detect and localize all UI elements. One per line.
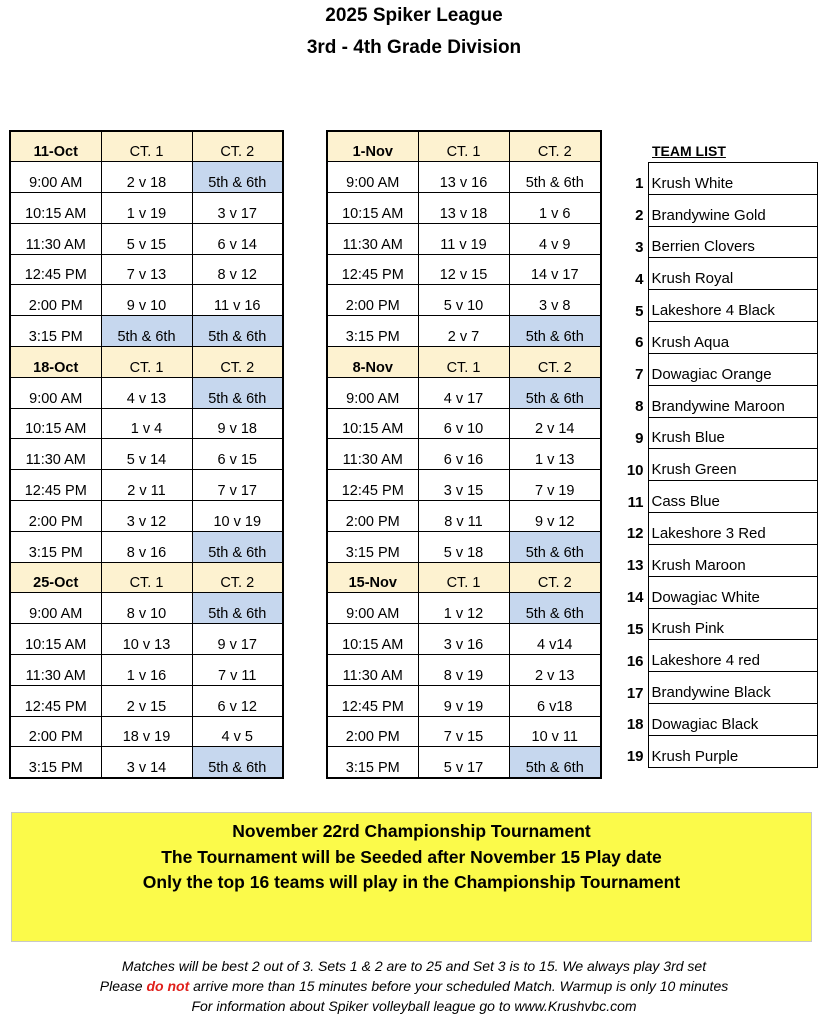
team-row (614, 576, 818, 608)
match-row (327, 593, 601, 624)
court-1-match: 5 v 15 (101, 223, 192, 254)
court-2-match: 5th & 6th (509, 531, 601, 562)
match-time: 12:45 PM (327, 685, 418, 716)
court-1-match: 7 v 15 (418, 716, 509, 747)
court-2-match: 7 v 17 (192, 470, 283, 501)
match-time: 2:00 PM (327, 501, 418, 532)
banner-line-1: November 22rd Championship Tournament (232, 821, 591, 841)
team-number: 13 (626, 557, 644, 575)
court-2-match: 1 v 6 (509, 193, 601, 224)
team-name: Lakeshore 4 Black (648, 290, 818, 322)
court-1-match: 2 v 18 (101, 162, 192, 193)
team-row (614, 704, 818, 736)
match-time: 10:15 AM (327, 624, 418, 655)
court-2-match: 7 v 19 (509, 470, 601, 501)
court-1-header: CT. 1 (418, 131, 509, 162)
schedule-table-left (9, 130, 284, 779)
court-1-match: 2 v 7 (418, 316, 509, 347)
match-row (327, 285, 601, 316)
team-name: Cass Blue (648, 481, 818, 513)
match-row (327, 223, 601, 254)
match-row (10, 624, 283, 655)
date-label: 25-Oct (10, 562, 101, 593)
court-2-match: 5th & 6th (192, 531, 283, 562)
team-number: 16 (626, 652, 644, 670)
footer-line-2-post: arrive more than 15 minutes before your scheduled Match. Warmup is only 10 minutes (189, 978, 729, 994)
team-row (614, 226, 818, 258)
court-1-match: 5 v 14 (101, 439, 192, 470)
team-name: Dowagiac White (648, 576, 818, 608)
court-2-match: 14 v 17 (509, 254, 601, 285)
court-2-match: 9 v 18 (192, 408, 283, 439)
team-name: Krush Green (648, 449, 818, 481)
match-time: 10:15 AM (10, 193, 101, 224)
court-1-match: 9 v 19 (418, 685, 509, 716)
court-2-match: 2 v 14 (509, 408, 601, 439)
match-time: 3:15 PM (327, 316, 418, 347)
court-1-match: 1 v 16 (101, 655, 192, 686)
court-2-match: 3 v 8 (509, 285, 601, 316)
match-row (10, 439, 283, 470)
footer-line-3: For information about Spiker volleyball league go to www.Krushvbc.com (191, 998, 637, 1014)
team-number: 15 (626, 620, 644, 638)
team-row (614, 353, 818, 385)
match-row (327, 531, 601, 562)
match-row (10, 716, 283, 747)
court-1-match: 4 v 13 (101, 377, 192, 408)
date-header-row (327, 562, 601, 593)
team-number: 10 (626, 461, 644, 479)
court-2-match: 5th & 6th (509, 377, 601, 408)
match-time: 3:15 PM (10, 531, 101, 562)
team-row (614, 481, 818, 513)
court-1-match: 3 v 16 (418, 624, 509, 655)
match-row (10, 655, 283, 686)
team-row (614, 672, 818, 704)
match-row (327, 439, 601, 470)
team-row (614, 513, 818, 545)
match-row (327, 716, 601, 747)
match-time: 3:15 PM (327, 531, 418, 562)
match-time: 11:30 AM (10, 223, 101, 254)
team-row (614, 417, 818, 449)
match-time: 12:45 PM (10, 685, 101, 716)
court-2-header: CT. 2 (192, 562, 283, 593)
team-number: 12 (626, 525, 644, 543)
court-1-match: 2 v 15 (101, 685, 192, 716)
match-row (10, 377, 283, 408)
page-title: 2025 Spiker League (325, 5, 503, 26)
team-name: Krush Royal (648, 258, 818, 290)
court-1-match: 6 v 16 (418, 439, 509, 470)
match-time: 2:00 PM (10, 501, 101, 532)
team-name: Brandywine Maroon (648, 385, 818, 417)
team-list-title: TEAM LIST (652, 143, 726, 159)
match-row (327, 501, 601, 532)
court-1-match: 9 v 10 (101, 285, 192, 316)
court-2-match: 9 v 12 (509, 501, 601, 532)
team-name: Berrien Clovers (648, 226, 818, 258)
team-number: 11 (627, 493, 644, 511)
team-row (614, 163, 818, 195)
team-row (614, 290, 818, 322)
court-1-header: CT. 1 (101, 131, 192, 162)
court-2-match: 5th & 6th (509, 162, 601, 193)
court-1-match: 1 v 4 (101, 408, 192, 439)
court-2-match: 2 v 13 (509, 655, 601, 686)
team-name: Krush Maroon (648, 544, 818, 576)
match-row (10, 685, 283, 716)
match-time: 11:30 AM (10, 655, 101, 686)
court-2-match: 6 v18 (509, 685, 601, 716)
court-2-match: 1 v 13 (509, 439, 601, 470)
date-header-row (327, 131, 601, 162)
court-2-header: CT. 2 (509, 562, 601, 593)
court-2-match: 5th & 6th (192, 593, 283, 624)
court-2-match: 5th & 6th (192, 377, 283, 408)
court-1-match: 5 v 17 (418, 747, 509, 778)
court-2-match: 11 v 16 (192, 285, 283, 316)
court-2-match: 7 v 11 (192, 655, 283, 686)
team-name: Krush Pink (648, 608, 818, 640)
court-2-match: 10 v 11 (509, 716, 601, 747)
match-time: 10:15 AM (327, 193, 418, 224)
team-name: Krush Purple (648, 735, 818, 767)
match-time: 3:15 PM (10, 747, 101, 778)
match-time: 2:00 PM (10, 716, 101, 747)
team-name: Krush White (648, 163, 818, 195)
match-row (327, 747, 601, 778)
match-time: 9:00 AM (327, 162, 418, 193)
banner-line-2: The Tournament will be Seeded after November 15 Play date (161, 846, 662, 867)
match-time: 3:15 PM (327, 747, 418, 778)
footer-line-2 (0, 976, 828, 996)
match-time: 12:45 PM (327, 470, 418, 501)
footer-emphasis: do not (146, 978, 190, 994)
match-time: 11:30 AM (327, 655, 418, 686)
team-number: 14 (626, 589, 644, 607)
match-row (327, 254, 601, 285)
match-row (10, 162, 283, 193)
court-2-match: 5th & 6th (509, 747, 601, 778)
team-list-table (614, 162, 818, 768)
court-1-match: 5th & 6th (101, 316, 192, 347)
team-number: 9 (635, 429, 644, 447)
team-row (614, 322, 818, 354)
court-2-match: 10 v 19 (192, 501, 283, 532)
match-row (10, 223, 283, 254)
team-name: Brandywine Black (648, 672, 818, 704)
court-1-match: 13 v 18 (418, 193, 509, 224)
court-2-header: CT. 2 (192, 347, 283, 378)
match-time: 2:00 PM (327, 716, 418, 747)
date-header-row (10, 562, 283, 593)
court-1-match: 8 v 10 (101, 593, 192, 624)
court-1-match: 11 v 19 (418, 223, 509, 254)
court-1-match: 8 v 11 (418, 501, 509, 532)
championship-banner (11, 812, 812, 942)
schedule-table-right (326, 130, 602, 779)
court-1-header: CT. 1 (418, 562, 509, 593)
court-2-match: 5th & 6th (192, 162, 283, 193)
team-name: Dowagiac Black (648, 704, 818, 736)
court-2-match: 5th & 6th (509, 316, 601, 347)
match-row (327, 162, 601, 193)
team-number: 7 (635, 366, 644, 384)
court-2-match: 5th & 6th (509, 593, 601, 624)
date-label: 1-Nov (327, 131, 418, 162)
team-row (614, 608, 818, 640)
team-name: Krush Blue (648, 417, 818, 449)
match-row (10, 316, 283, 347)
team-number: 5 (635, 302, 644, 320)
match-row (10, 501, 283, 532)
match-row (327, 377, 601, 408)
match-row (10, 408, 283, 439)
team-number: 1 (635, 175, 644, 193)
date-label: 15-Nov (327, 562, 418, 593)
court-1-match: 1 v 12 (418, 593, 509, 624)
match-row (327, 316, 601, 347)
match-time: 9:00 AM (327, 593, 418, 624)
match-row (327, 193, 601, 224)
match-time: 11:30 AM (327, 439, 418, 470)
team-name: Krush Aqua (648, 322, 818, 354)
match-row (327, 655, 601, 686)
match-time: 2:00 PM (327, 285, 418, 316)
team-row (614, 194, 818, 226)
match-row (10, 193, 283, 224)
footer-line-2-pre: Please (99, 978, 147, 994)
court-2-match: 6 v 12 (192, 685, 283, 716)
court-1-match: 2 v 11 (101, 470, 192, 501)
date-label: 8-Nov (327, 347, 418, 378)
banner-line-3: Only the top 16 teams will play in the Championship Tournament (142, 872, 681, 892)
match-time: 10:15 AM (10, 408, 101, 439)
team-number: 4 (635, 270, 644, 288)
court-1-match: 7 v 13 (101, 254, 192, 285)
court-2-header: CT. 2 (192, 131, 283, 162)
match-row (327, 624, 601, 655)
court-1-match: 12 v 15 (418, 254, 509, 285)
team-number: 17 (626, 684, 644, 702)
match-time: 9:00 AM (10, 593, 101, 624)
match-time: 9:00 AM (10, 162, 101, 193)
team-row (614, 385, 818, 417)
match-row (327, 408, 601, 439)
court-2-match: 3 v 17 (192, 193, 283, 224)
court-2-match: 4 v 5 (192, 716, 283, 747)
match-time: 12:45 PM (10, 254, 101, 285)
match-time: 10:15 AM (10, 624, 101, 655)
team-number: 3 (635, 238, 644, 256)
court-2-match: 9 v 17 (192, 624, 283, 655)
match-row (327, 685, 601, 716)
match-time: 12:45 PM (10, 470, 101, 501)
court-1-header: CT. 1 (418, 347, 509, 378)
court-2-match: 5th & 6th (192, 316, 283, 347)
match-time: 12:45 PM (327, 254, 418, 285)
court-1-match: 10 v 13 (101, 624, 192, 655)
court-2-match: 5th & 6th (192, 747, 283, 778)
court-1-match: 18 v 19 (101, 716, 192, 747)
team-row (614, 449, 818, 481)
match-time: 3:15 PM (10, 316, 101, 347)
team-row (614, 735, 818, 767)
team-number: 19 (626, 748, 644, 766)
team-row (614, 544, 818, 576)
court-2-header: CT. 2 (509, 131, 601, 162)
footer-line-1: Matches will be best 2 out of 3. Sets 1 & 2 are to 25 and Set 3 is to 15. We always play 3rd set (121, 958, 707, 974)
team-name: Lakeshore 3 Red (648, 513, 818, 545)
court-1-match: 13 v 16 (418, 162, 509, 193)
match-time: 10:15 AM (327, 408, 418, 439)
court-2-match: 4 v 9 (509, 223, 601, 254)
court-1-match: 1 v 19 (101, 193, 192, 224)
team-number: 18 (626, 716, 644, 734)
court-2-header: CT. 2 (509, 347, 601, 378)
team-number: 8 (635, 398, 644, 416)
match-row (327, 470, 601, 501)
team-name: Dowagiac Orange (648, 353, 818, 385)
team-row (614, 640, 818, 672)
team-number: 6 (635, 334, 644, 352)
court-1-match: 8 v 16 (101, 531, 192, 562)
court-1-match: 3 v 12 (101, 501, 192, 532)
footer-notes (0, 956, 828, 1016)
match-time: 9:00 AM (327, 377, 418, 408)
court-1-match: 4 v 17 (418, 377, 509, 408)
court-2-match: 8 v 12 (192, 254, 283, 285)
match-time: 2:00 PM (10, 285, 101, 316)
court-1-header: CT. 1 (101, 562, 192, 593)
court-1-match: 5 v 18 (418, 531, 509, 562)
court-1-match: 8 v 19 (418, 655, 509, 686)
court-2-match: 4 v14 (509, 624, 601, 655)
team-name: Brandywine Gold (648, 194, 818, 226)
date-label: 11-Oct (10, 131, 101, 162)
court-1-match: 3 v 15 (418, 470, 509, 501)
date-header-row (10, 131, 283, 162)
team-number: 2 (635, 207, 644, 225)
court-1-header: CT. 1 (101, 347, 192, 378)
court-1-match: 5 v 10 (418, 285, 509, 316)
court-1-match: 6 v 10 (418, 408, 509, 439)
team-name: Lakeshore 4 red (648, 640, 818, 672)
match-time: 9:00 AM (10, 377, 101, 408)
date-label: 18-Oct (10, 347, 101, 378)
court-2-match: 6 v 14 (192, 223, 283, 254)
match-time: 11:30 AM (10, 439, 101, 470)
match-row (10, 254, 283, 285)
match-row (10, 747, 283, 778)
team-row (614, 258, 818, 290)
court-2-match: 6 v 15 (192, 439, 283, 470)
match-row (10, 531, 283, 562)
date-header-row (327, 347, 601, 378)
match-row (10, 285, 283, 316)
date-header-row (10, 347, 283, 378)
match-time: 11:30 AM (327, 223, 418, 254)
court-1-match: 3 v 14 (101, 747, 192, 778)
match-row (10, 470, 283, 501)
match-row (10, 593, 283, 624)
page-subtitle: 3rd - 4th Grade Division (306, 37, 522, 58)
